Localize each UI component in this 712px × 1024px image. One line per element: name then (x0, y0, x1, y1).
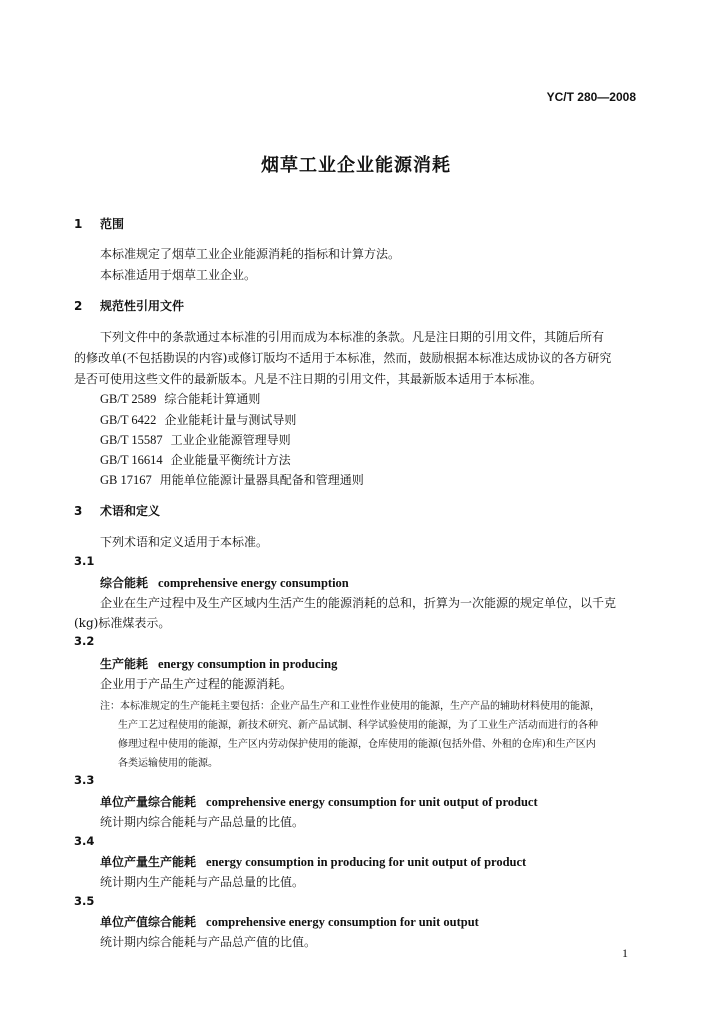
note-line: 修理过程中使用的能源，生产区内劳动保护使用的能源，仓库使用的能源(包括外借、外租的仓库)和生产区内 (118, 739, 596, 750)
definition-line: 统计期内综合能耗与产品总产值的比值。 (100, 935, 317, 949)
reference-title: 用能单位能源计量器具配备和管理通则 (159, 473, 364, 487)
term-number: 3.1 (74, 554, 95, 568)
term-heading (100, 913, 479, 930)
term-en: comprehensive energy consumption for unit output (206, 915, 479, 929)
reference-item (100, 451, 291, 468)
definition-line: 统计期内生产能耗与产品总量的比值。 (100, 875, 305, 889)
reference-code: GB/T 16614 (100, 453, 163, 467)
standard-number: YC/T 280—2008 (546, 90, 636, 104)
page-number: 1 (622, 946, 628, 960)
reference-item (100, 471, 364, 488)
term-en: energy consumption in producing for unit output of product (206, 855, 527, 869)
section-title: 术语和定义 (100, 504, 161, 518)
paragraph: 本标准适用于烟草工业企业。 (100, 268, 257, 282)
reference-title: 工业企业能源管理导则 (170, 433, 291, 447)
term-zh: 单位产值综合能耗 (100, 915, 197, 929)
note-line: 各类运输使用的能源。 (118, 758, 218, 769)
definition-line: 统计期内综合能耗与产品总量的比值。 (100, 815, 305, 829)
term-en: comprehensive energy consumption (158, 576, 349, 590)
definition-line: (kg)标准煤表示。 (74, 616, 171, 630)
section-number: 2 (74, 299, 83, 313)
note-line: 生产工艺过程使用的能源，新技术研究、新产品试制、科学试验使用的能源，为了工业生产活动而进行的各种 (118, 720, 598, 731)
section-number: 3 (74, 504, 83, 518)
paragraph: 下列术语和定义适用于本标准。 (100, 535, 269, 549)
section-title: 规范性引用文件 (100, 299, 185, 313)
section-heading-2 (74, 297, 184, 314)
term-heading (100, 574, 349, 591)
term-zh: 综合能耗 (100, 576, 149, 590)
section-title: 范围 (100, 217, 125, 231)
reference-code: GB/T 15587 (100, 433, 163, 447)
reference-title: 综合能耗计算通则 (164, 392, 261, 406)
term-number: 3.3 (74, 773, 95, 787)
definition-line: 企业用于产品生产过程的能源消耗。 (100, 677, 293, 691)
reference-code: GB 17167 (100, 473, 152, 487)
term-heading (100, 655, 337, 672)
term-heading (100, 793, 538, 810)
section-heading-3 (74, 502, 160, 519)
term-zh: 单位产量综合能耗 (100, 795, 197, 809)
reference-item (100, 411, 296, 428)
page-title: 烟草工业企业能源消耗 (261, 155, 451, 176)
reference-title: 企业能耗计量与测试导则 (164, 413, 297, 427)
term-heading (100, 853, 526, 870)
term-number: 3.4 (74, 834, 95, 848)
term-zh: 单位产量生产能耗 (100, 855, 197, 869)
section-heading-1 (74, 215, 124, 232)
reference-title: 企业能量平衡统计方法 (170, 453, 291, 467)
note-line: 注：本标准规定的生产能耗主要包括：企业产品生产和工业性作业使用的能源，生产产品的辅助材料使用的能源， (100, 701, 600, 712)
paragraph-line: 下列文件中的条款通过本标准的引用而成为本标准的条款。凡是注日期的引用文件，其随后所有 (100, 330, 605, 344)
term-en: comprehensive energy consumption for unit output of product (206, 795, 538, 809)
paragraph-line: 的修改单(不包括勘误的内容)或修订版均不适用于本标准，然而，鼓励根据本标准达成协议的各方研究 (74, 351, 612, 365)
reference-code: GB/T 2589 (100, 392, 157, 406)
term-zh: 生产能耗 (100, 657, 149, 671)
reference-item (100, 390, 260, 407)
paragraph-line: 是否可使用这些文件的最新版本。凡是不注日期的引用文件，其最新版本适用于本标准。 (74, 372, 543, 386)
term-en: energy consumption in producing (158, 657, 338, 671)
reference-code: GB/T 6422 (100, 413, 157, 427)
reference-item (100, 431, 291, 448)
definition-line: 企业在生产过程中及生产区域内生活产生的能源消耗的总和，折算为一次能源的规定单位，以千克 (100, 596, 617, 610)
term-number: 3.2 (74, 634, 95, 648)
paragraph: 本标准规定了烟草工业企业能源消耗的指标和计算方法。 (100, 247, 401, 261)
section-number: 1 (74, 217, 83, 231)
term-number: 3.5 (74, 894, 95, 908)
